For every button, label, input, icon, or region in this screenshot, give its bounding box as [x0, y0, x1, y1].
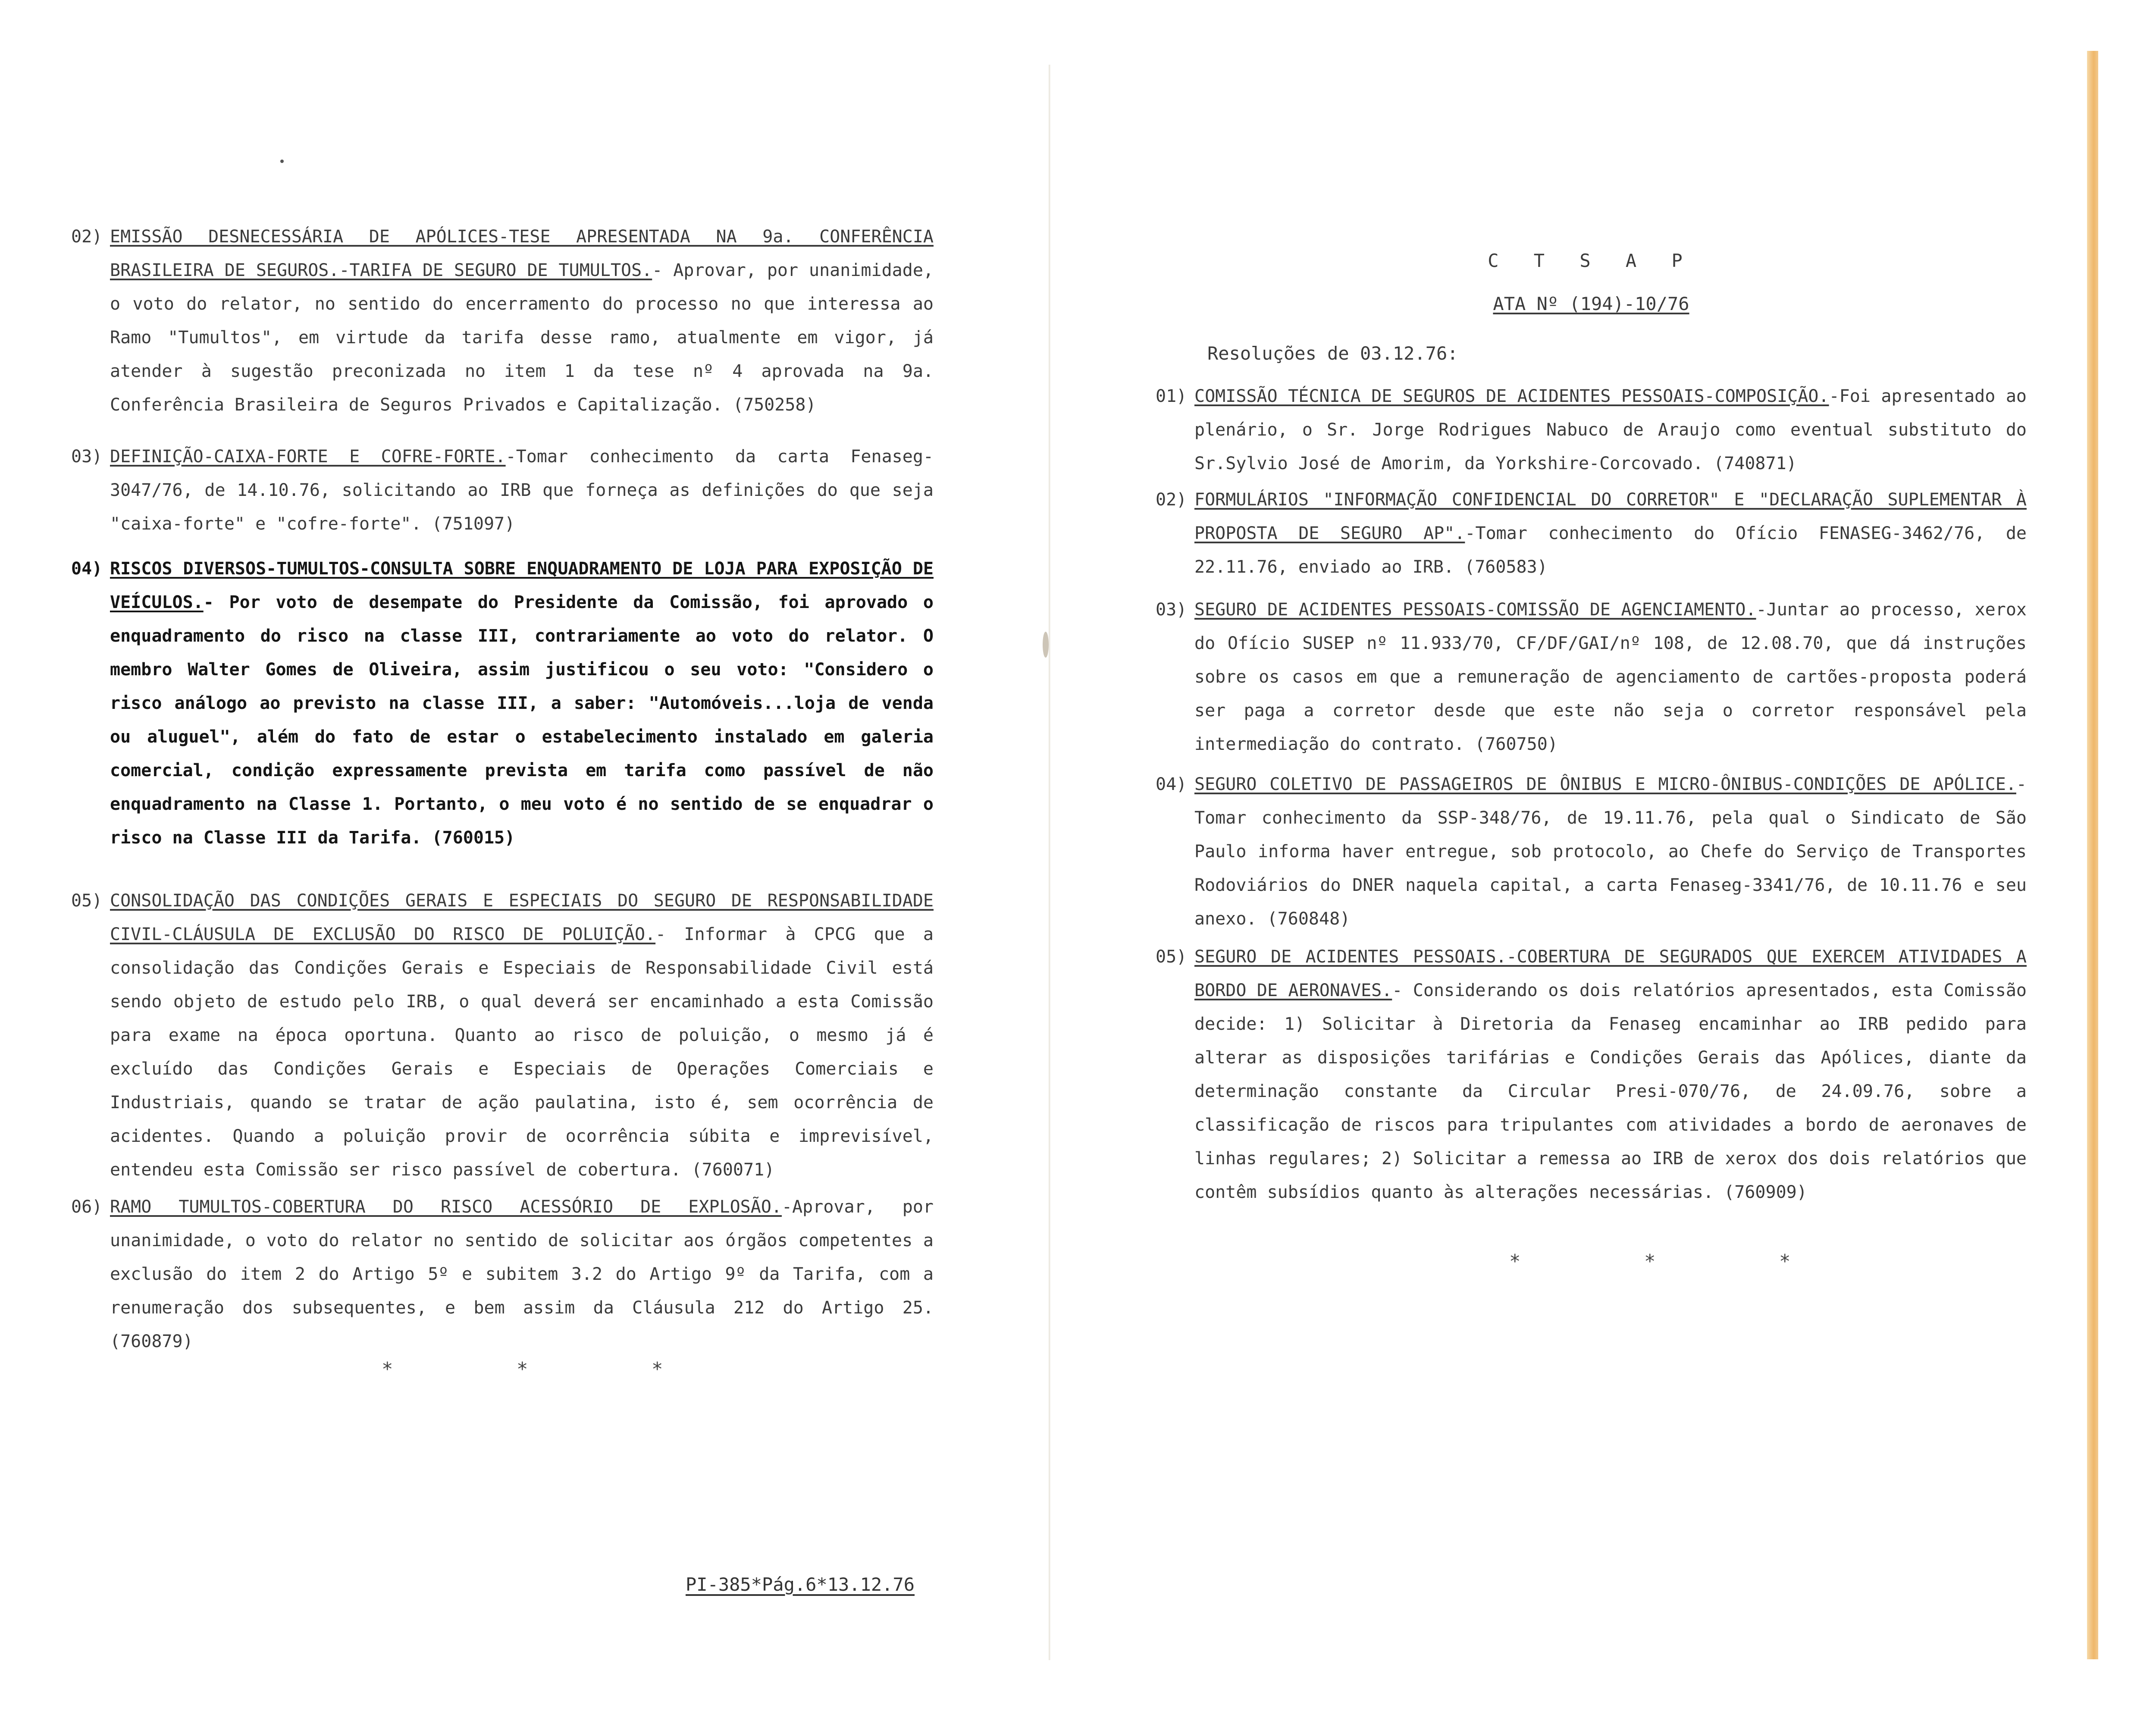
item-text: -Juntar ao processo, xerox do Ofício SUSEP nº 11.933/70, CF/DF/GAI/nº 108, de 12.08.70, que dá instruções sobre os casos em que a remuneração de agenciamento de cartões-proposta poderá ser paga a corretor desde que este não seja o corretor responsável pela intermediação do contrato. (760750)	[1194, 600, 2027, 754]
resolution-item	[1156, 379, 2027, 480]
item-heading: SEGURO DE ACIDENTES PESSOAIS.-COBERTURA DE SEGURADOS QUE EXERCEM ATIVIDADES A BORDO DE AERONAVES.	[1194, 947, 2027, 1000]
item-text: - Considerando os dois relatórios apresentados, esta Comissão decide: 1) Solicitar à Diretoria da Fenaseg encaminhar ao IRB pedido para alterar as disposições tarifárias e Condições Gerais das Apólices, diante da determinação constante da Circular Presi-070/76, de 24.09.76, sobre a classificação de riscos para tripulantes com atividades a bordo de aeronaves de linhas regulares; 2) Solicitar a remessa ao IRB de xerox dos dois relatórios que contêm subsídios quanto às alterações necessárias. (760909)	[1194, 981, 2027, 1202]
item-text: -Tomar conhecimento da carta Fenaseg-3047/76, de 14.10.76, solicitando ao IRB que forneça as definições do que seja "caixa-forte" e "cofre-forte". (751097)	[110, 447, 934, 534]
committee-acronym: C T S A P	[1488, 250, 1695, 271]
item-heading: EMISSÃO DESNECESSÁRIA DE APÓLICES-TESE APRESENTADA NA 9a. CONFERÊNCIA BRASILEIRA DE SEGUROS.-TARIFA DE SEGURO DE TUMULTOS.	[110, 227, 934, 280]
item-heading: SEGURO DE ACIDENTES PESSOAIS-COMISSÃO DE AGENCIAMENTO.	[1194, 600, 1756, 620]
item-number: 02)	[71, 227, 103, 247]
resolution-item	[71, 1190, 934, 1358]
item-number: 03)	[71, 447, 103, 467]
resolutions-date: Resoluções de 03.12.76:	[1207, 343, 1458, 364]
item-number: 01)	[1156, 386, 1187, 406]
resolution-item	[71, 440, 934, 541]
item-heading: SEGURO COLETIVO DE PASSAGEIROS DE ÔNIBUS E MICRO-ÔNIBUS-CONDIÇÕES DE APÓLICE.	[1194, 774, 2016, 794]
item-number: 04)	[71, 559, 103, 579]
item-number: 02)	[1156, 490, 1187, 510]
item-text: -Foi apresentado ao plenário, o Sr. Jorge Rodrigues Nabuco de Araujo como eventual substituto do Sr.Sylvio José de Amorim, da Yorkshire-Corcovado. (740871)	[1194, 386, 2027, 473]
binding-mark	[1043, 632, 1049, 658]
minutes-number: ATA Nº (194)-10/76	[1493, 293, 1689, 314]
resolution-item	[71, 220, 934, 422]
item-number: 03)	[1156, 600, 1187, 620]
resolution-item	[1156, 768, 2027, 936]
item-heading: DEFINIÇÃO-CAIXA-FORTE E COFRE-FORTE.	[110, 447, 506, 467]
page-fold	[1049, 65, 1050, 1660]
item-heading: CONSOLIDAÇÃO DAS CONDIÇÕES GERAIS E ESPECIAIS DO SEGURO DE RESPONSABILIDADE CIVIL-CLÁUSULA DE EXCLUSÃO DO RISCO DE POLUIÇÃO.	[110, 891, 934, 944]
item-text: - Aprovar, por unanimidade, o voto do relator, no sentido do encerramento do processo no que interessa ao Ramo "Tumultos", em virtude da tarifa desse ramo, atualmente em vigor, já atender à sugestão preconizada no item 1 da tese nº 4 aprovada na 9a. Conferência Brasileira de Seguros Privados e Capitalização. (750258)	[110, 260, 934, 415]
item-text: -Tomar conhecimento da SSP-348/76, de 19.11.76, pela qual o Sindicato de São Paulo informa haver entregue, sob protocolo, ao Chefe do Serviço de Transportes Rodoviários do DNER naquela capital, a carta Fenaseg-3341/76, de 10.11.76 e seu anexo. (760848)	[1194, 774, 2027, 929]
resolution-item	[1156, 593, 2027, 761]
item-text: -Aprovar, por unanimidade, o voto do relator no sentido de solicitar aos órgãos competentes a exclusão do item 2 do Artigo 5º e subitem 3.2 do Artigo 9º da Tarifa, com a renumeração dos subsequentes, e bem assim da Cláusula 212 do Artigo 25. (760879)	[110, 1197, 934, 1351]
item-number: 05)	[1156, 947, 1187, 967]
item-text: - Por voto de desempate do Presidente da Comissão, foi aprovado o enquadramento do risco na classe III, contrariamente ao voto do relator. O membro Walter Gomes de Oliveira, assim justificou o seu voto: "Considero o risco análogo ao previsto na classe III, a saber: "Automóveis...loja de venda ou aluguel", além do fato de estar o estabelecimento instalado em galeria comercial, condição expressamente prevista em tarifa como passível de não enquadramento na Classe 1. Portanto, o meu voto é no sentido de se enquadrar o risco na Classe III da Tarifa. (760015)	[110, 592, 934, 848]
item-number: 05)	[71, 891, 103, 911]
item-text: -Tomar conhecimento do Ofício FENASEG-3462/76, de 22.11.76, enviado ao IRB. (760583)	[1194, 523, 2027, 577]
item-heading: RAMO TUMULTOS-COBERTURA DO RISCO ACESSÓRIO DE EXPLOSÃO.	[110, 1197, 782, 1217]
resolution-item	[1156, 483, 2027, 584]
section-stars: * * *	[382, 1358, 719, 1380]
item-number: 06)	[71, 1197, 103, 1217]
paper-edge-strip	[2087, 51, 2098, 1659]
item-heading: FORMULÁRIOS "INFORMAÇÃO CONFIDENCIAL DO CORRETOR" E "DECLARAÇÃO SUPLEMENTAR À PROPOSTA DE SEGURO AP".	[1194, 490, 2027, 543]
resolution-item	[71, 884, 934, 1187]
page-footer: PI-385*Pág.6*13.12.76	[686, 1574, 915, 1595]
item-heading: RISCOS DIVERSOS-TUMULTOS-CONSULTA SOBRE ENQUADRAMENTO DE LOJA PARA EXPOSIÇÃO DE VEÍCULOS.	[110, 559, 934, 612]
resolution-item	[71, 552, 934, 855]
section-stars: * * *	[1509, 1250, 1847, 1272]
item-heading: COMISSÃO TÉCNICA DE SEGUROS DE ACIDENTES PESSOAIS-COMPOSIÇÃO.	[1194, 386, 1829, 406]
ink-speck	[280, 160, 284, 163]
resolution-item	[1156, 940, 2027, 1209]
item-text: - Informar à CPCG que a consolidação das Condições Gerais e Especiais de Responsabilidade Civil está sendo objeto de estudo pelo IRB, o qual deverá ser encaminhado a esta Comissão para exame na época oportuna. Quanto ao risco de poluição, o mesmo já é excluído das Condições Gerais e Especiais de Operações Comerciais e Industriais, quando se tratar de ação paulatina, isto é, sem ocorrência de acidentes. Quando a poluição provir de ocorrência súbita e imprevisível, entendeu esta Comissão ser risco passível de cobertura. (760071)	[110, 925, 934, 1180]
item-number: 04)	[1156, 774, 1187, 794]
